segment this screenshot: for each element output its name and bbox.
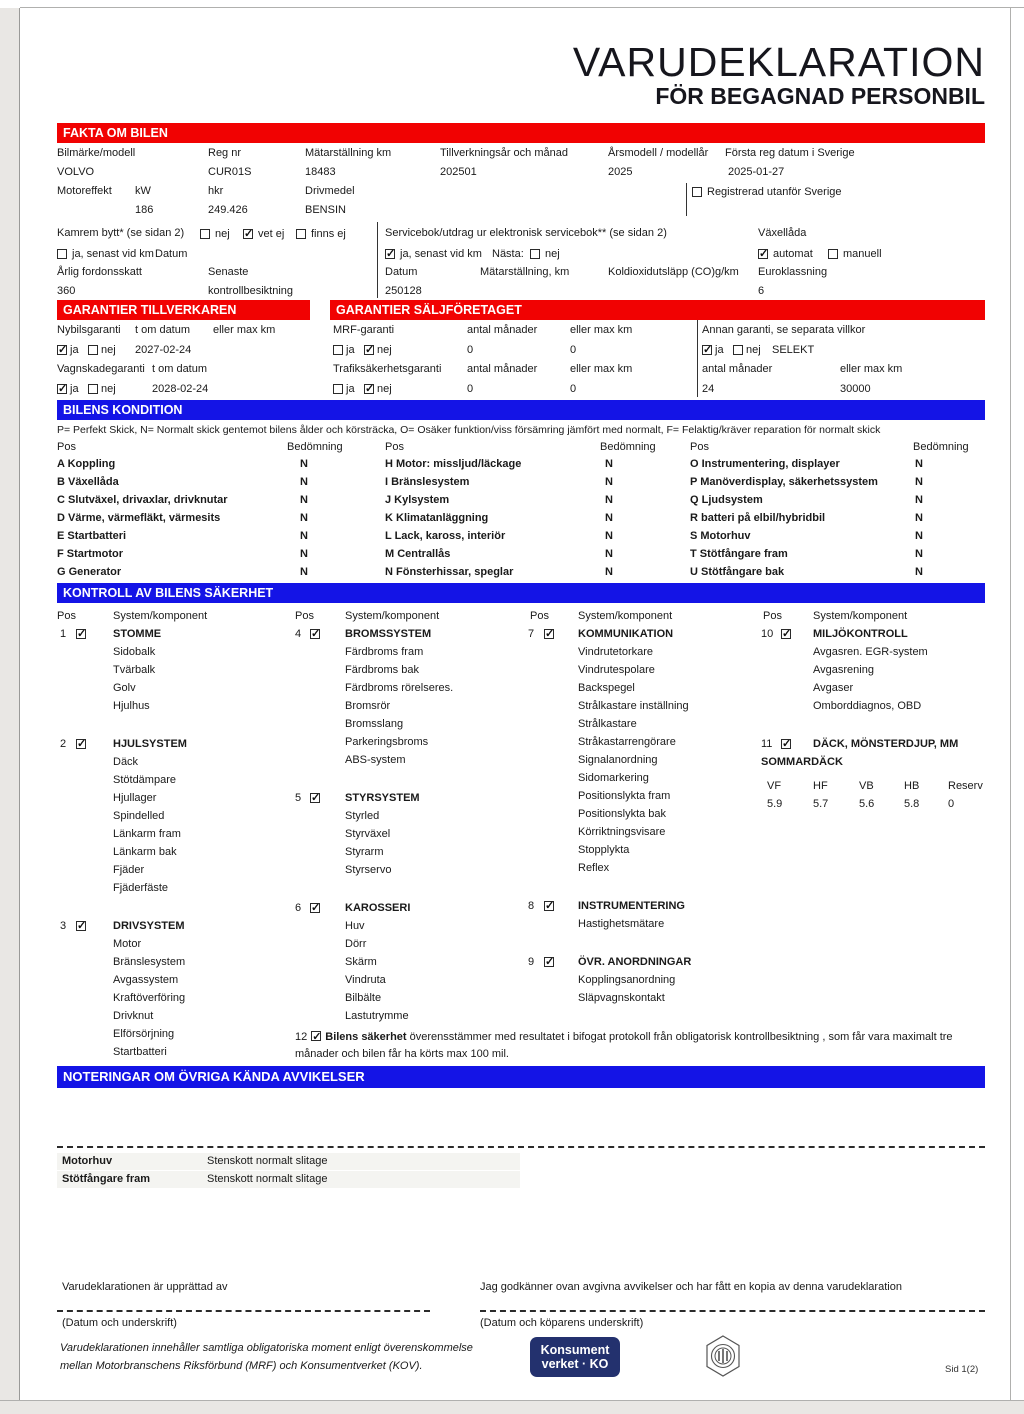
senaste-label-1: Senaste bbox=[208, 266, 249, 278]
konsumentverket-logo-line2: verket · KO bbox=[541, 1357, 609, 1371]
upprattad-label: Varudeklarationen är upprättad av bbox=[62, 1281, 228, 1293]
tyre-depth-value: 5.8 bbox=[904, 798, 920, 810]
safety-item: Styrarm bbox=[345, 846, 384, 858]
manuell-checkbox[interactable] bbox=[828, 249, 838, 259]
regnr-label: Reg nr bbox=[208, 147, 242, 159]
kondition-item-label: Q Ljudsystem bbox=[690, 494, 763, 506]
nybils-datum: 2027-02-24 bbox=[135, 344, 192, 356]
safety-checkbox[interactable] bbox=[76, 921, 86, 931]
safety-item: Huv bbox=[345, 920, 365, 932]
safety-item: Avgasren. EGR-system bbox=[813, 646, 928, 658]
signature-line-seller[interactable] bbox=[57, 1310, 430, 1312]
safety-item: Stötdämpare bbox=[113, 774, 176, 786]
tyre-col-header: HB bbox=[904, 780, 920, 792]
legal-text-line1: Varudeklarationen innehåller samtliga obligatoriska moment enligt överenskommelse bbox=[60, 1342, 473, 1354]
bilmarke-label: Bilmärke/modell bbox=[57, 147, 136, 159]
maxkm-label: eller max km bbox=[213, 324, 276, 336]
safety-item: Bilbälte bbox=[345, 992, 382, 1004]
trafik-antal-value: 0 bbox=[467, 383, 474, 395]
safety-checkbox[interactable] bbox=[310, 903, 320, 913]
pos-header: Pos bbox=[57, 610, 76, 622]
safety-item: Signalanordning bbox=[578, 754, 658, 766]
servicebok-label: Servicebok/utdrag ur elektronisk servicebok** (se sidan 2) bbox=[385, 227, 667, 239]
divider bbox=[377, 222, 378, 298]
vagnskade-nej-checkbox[interactable] bbox=[88, 384, 98, 394]
kamrem-finnsej-checkbox[interactable] bbox=[296, 229, 306, 239]
safety-pos-number: 12 bbox=[295, 1031, 308, 1043]
safety-item: Hastighetsmätare bbox=[578, 918, 665, 930]
notering-note: Stenskott normalt slitage bbox=[207, 1155, 328, 1167]
kondition-grade: N bbox=[300, 494, 308, 506]
tyre-col-header: HF bbox=[813, 780, 828, 792]
automat-checkbox[interactable] bbox=[758, 249, 768, 259]
kondition-item-label: A Koppling bbox=[57, 458, 116, 470]
kondition-grade: N bbox=[605, 512, 613, 524]
kondition-grade: N bbox=[605, 548, 613, 560]
safety-group-title: INSTRUMENTERING bbox=[578, 900, 685, 912]
safety-item: Kraftöverföring bbox=[113, 992, 186, 1004]
page-border-right bbox=[1010, 7, 1011, 1401]
kondition-grade: N bbox=[605, 530, 613, 542]
section-header-garanti-tillverkare: GARANTIER TILLVERKAREN bbox=[57, 300, 310, 320]
safety-item: Avgassystem bbox=[113, 974, 179, 986]
kondition-grade: N bbox=[915, 548, 923, 560]
kondition-item-label: G Generator bbox=[57, 566, 122, 578]
tyre-depth-value: 5.6 bbox=[859, 798, 875, 810]
tillverkningsar-value: 202501 bbox=[440, 166, 477, 178]
senaste-label-2: kontrollbesiktning bbox=[208, 285, 293, 297]
kamrem-vetej-checkbox[interactable] bbox=[243, 229, 253, 239]
section-header-garanti-salj: GARANTIER SÄLJFÖRETAGET bbox=[330, 300, 985, 320]
safety-group-title: KAROSSERI bbox=[345, 902, 411, 914]
vagnskade-datum: 2028-02-24 bbox=[152, 383, 209, 395]
kondition-item-label: M Centrallås bbox=[385, 548, 451, 560]
safety-group-title: DÄCK, MÖNSTERDJUP, MM bbox=[813, 738, 959, 750]
annan-antal-value: 24 bbox=[702, 383, 715, 395]
safety-checkbox[interactable] bbox=[76, 629, 86, 639]
pos-header: Pos bbox=[763, 610, 782, 622]
kamrem-ja-checkbox[interactable] bbox=[57, 249, 67, 259]
trafik-ja-checkbox[interactable] bbox=[333, 384, 343, 394]
safety-group-title: STYRSYSTEM bbox=[345, 792, 420, 804]
signature-line-buyer[interactable] bbox=[480, 1310, 985, 1312]
safety-item: Hjullager bbox=[113, 792, 157, 804]
sign-left-label: (Datum och underskrift) bbox=[62, 1317, 177, 1329]
safety-pos-number: 6 bbox=[295, 902, 302, 914]
kondition-item-label: T Stötfångare fram bbox=[690, 548, 788, 560]
bottom-gutter bbox=[0, 1401, 1024, 1414]
bedomning-header: Bedömning bbox=[287, 441, 343, 453]
service-ja-label: ja, senast vid km bbox=[400, 248, 482, 260]
safety-item: Avgasrening bbox=[813, 664, 874, 676]
nybils-ja-checkbox[interactable] bbox=[57, 345, 67, 355]
kondition-item-label: R batteri på elbil/hybridbil bbox=[690, 512, 826, 524]
page-number: Sid 1(2) bbox=[945, 1364, 979, 1375]
mrf-maxkm-value: 0 bbox=[570, 344, 577, 356]
tom2-label: t om datum bbox=[152, 363, 208, 375]
safety-item: Golv bbox=[113, 682, 136, 694]
kondition-grade: N bbox=[300, 476, 308, 488]
bedomning-header: Bedömning bbox=[913, 441, 969, 453]
safety-pos-number: 7 bbox=[528, 628, 535, 640]
kondition-grade: N bbox=[605, 476, 613, 488]
safety-checkbox[interactable] bbox=[781, 629, 791, 639]
nybils-nej-label: nej bbox=[101, 344, 116, 356]
safety-checkbox[interactable] bbox=[544, 901, 554, 911]
divider bbox=[686, 183, 687, 216]
trafik-antal-label: antal månader bbox=[467, 363, 538, 375]
annan-antal-label: antal månader bbox=[702, 363, 773, 375]
safety-group-title: STOMME bbox=[113, 628, 162, 640]
safety-item: Styrväxel bbox=[345, 828, 391, 840]
safety-item-12-text: överensstämmer med resultatet i bifogat protokoll från obligatorisk kontrollbesiktning , som får vara maximalt tre månader och bilen får ha körts max 100 mil. bbox=[295, 1031, 953, 1060]
safety-item: Färdbroms rörelseres. bbox=[345, 682, 454, 694]
kondition-grade: N bbox=[915, 512, 923, 524]
safety-item: Länkarm bak bbox=[113, 846, 177, 858]
safety-pos-number: 4 bbox=[295, 628, 302, 640]
kondition-grade: N bbox=[915, 530, 923, 542]
safety-item: Strålkastare inställning bbox=[578, 700, 689, 712]
divider bbox=[697, 320, 698, 397]
bedomning-header: Bedömning bbox=[600, 441, 656, 453]
mrf-nej-checkbox[interactable] bbox=[364, 345, 374, 355]
safety-group-subtitle: SOMMARDÄCK bbox=[761, 756, 843, 768]
regutanfor-label: Registrerad utanför Sverige bbox=[707, 186, 842, 198]
safety-item: Tvärbalk bbox=[113, 664, 156, 676]
safety-checkbox[interactable] bbox=[310, 793, 320, 803]
safety-group-title: HJULSYSTEM bbox=[113, 738, 187, 750]
komponent-header: System/komponent bbox=[578, 610, 673, 622]
euro-value: 6 bbox=[758, 285, 765, 297]
section-header-sakerhet: KONTROLL AV BILENS SÄKERHET bbox=[57, 583, 985, 603]
vagnskade-ja-label: ja bbox=[70, 383, 79, 395]
safety-item: Parkeringsbroms bbox=[345, 736, 429, 748]
godkanner-label: Jag godkänner ovan avgivna avvikelser och har fått en kopia av denna varudeklaration bbox=[480, 1281, 902, 1293]
trafik-maxkm-value: 0 bbox=[570, 383, 577, 395]
tillverkningsar-label: Tillverkningsår och månad bbox=[440, 147, 568, 159]
safety-pos-number: 9 bbox=[528, 956, 535, 968]
safety-item: Kopplingsanordning bbox=[578, 974, 676, 986]
kamrem-datum-label: Datum bbox=[155, 248, 188, 260]
tyre-depth-value: 0 bbox=[948, 798, 955, 810]
sign-right-label: (Datum och köparens underskrift) bbox=[480, 1317, 644, 1329]
safety-pos-number: 3 bbox=[60, 920, 67, 932]
skatt-label: Årlig fordonsskatt bbox=[57, 266, 142, 278]
legal-text-line2: mellan Motorbranschens Riksförbund (MRF) och Konsumentverket (KOV). bbox=[60, 1360, 423, 1372]
safety-item: Däck bbox=[113, 756, 139, 768]
mrf-logo bbox=[700, 1334, 746, 1383]
safety-item: Fjäder bbox=[113, 864, 145, 876]
kondition-item-label: S Motorhuv bbox=[690, 530, 751, 542]
tyre-depth-value: 5.7 bbox=[813, 798, 829, 810]
safety-item: Stråkastarrengörare bbox=[578, 736, 676, 748]
safety-pos-number: 1 bbox=[60, 628, 67, 640]
safety-item: Färdbroms fram bbox=[345, 646, 424, 658]
mrf-ja-label: ja bbox=[346, 344, 355, 356]
safety-group-title: BROMSSYSTEM bbox=[345, 628, 432, 640]
safety-item: Färdbroms bak bbox=[345, 664, 419, 676]
service-nej-label: nej bbox=[545, 248, 560, 260]
kamrem-label: Kamrem bytt* (se sidan 2) bbox=[57, 227, 185, 239]
kondition-grade: N bbox=[915, 458, 923, 470]
pos-header: Pos bbox=[295, 610, 314, 622]
notering-note: Stenskott normalt slitage bbox=[207, 1173, 328, 1185]
hkr-label: hkr bbox=[208, 185, 224, 197]
komponent-header: System/komponent bbox=[113, 610, 208, 622]
notering-part: Stötfångare fram bbox=[62, 1173, 151, 1185]
trafik-nej-checkbox[interactable] bbox=[364, 384, 374, 394]
bilmarke-value: VOLVO bbox=[57, 166, 95, 178]
kondition-item-label: K Klimatanläggning bbox=[385, 512, 489, 524]
drivmedel-value: BENSIN bbox=[305, 204, 346, 216]
safety-item: Styrservo bbox=[345, 864, 392, 876]
mrf-ja-checkbox[interactable] bbox=[333, 345, 343, 355]
annan-ja-checkbox[interactable] bbox=[702, 345, 712, 355]
matarkm-label: Mätarställning km bbox=[305, 147, 392, 159]
safety-item: Körriktningsvisare bbox=[578, 826, 666, 838]
kondition-grade: N bbox=[300, 512, 308, 524]
koldioxid-label: Koldioxidutsläpp (CO)g/km bbox=[608, 266, 739, 278]
safety-item: Avgaser bbox=[813, 682, 854, 694]
safety-item: Drivknut bbox=[113, 1010, 154, 1022]
mrf-nej-label: nej bbox=[377, 344, 392, 356]
safety-pos-number: 2 bbox=[60, 738, 67, 750]
kamrem-finnsej-label: finns ej bbox=[311, 228, 346, 240]
safety-group-title: DRIVSYSTEM bbox=[113, 920, 185, 932]
kondition-item-label: E Startbatteri bbox=[57, 530, 127, 542]
kamrem-vetej-label: vet ej bbox=[258, 228, 285, 240]
vagnskade-nej-label: nej bbox=[101, 383, 116, 395]
safety-item: Sidomarkering bbox=[578, 772, 649, 784]
regutanfor-checkbox[interactable] bbox=[692, 187, 702, 197]
page-border-top bbox=[20, 7, 1024, 8]
safety-item: Lastutrymme bbox=[345, 1010, 409, 1022]
annan-nej-checkbox[interactable] bbox=[733, 345, 743, 355]
kamrem-nej-label: nej bbox=[215, 228, 230, 240]
skatt-value: 360 bbox=[57, 285, 76, 297]
kondition-legend: P= Perfekt Skick, N= Normalt skick gentemot bilens ålder och körsträcka, O= Osäker funktion/viss försämring jämfört med normalt, F= Felaktig/kräver reparation för normalt skick bbox=[57, 424, 881, 436]
safety-item: Fjäderfäste bbox=[113, 882, 169, 894]
safety-item: Bromsrör bbox=[345, 700, 391, 712]
safety-item: Vindruta bbox=[345, 974, 386, 986]
konsumentverket-logo-line1: Konsument bbox=[540, 1343, 610, 1357]
manuell-label: manuell bbox=[843, 248, 882, 260]
komponent-header: System/komponent bbox=[345, 610, 440, 622]
service-ja-checkbox[interactable] bbox=[385, 249, 395, 259]
trafik-label: Trafiksäkerhetsgaranti bbox=[333, 363, 442, 375]
kondition-item-label: U Stötfångare bak bbox=[690, 566, 785, 578]
kondition-item-label: I Bränslesystem bbox=[385, 476, 470, 488]
safety-item: Positionslykta bak bbox=[578, 808, 667, 820]
safety-item: ABS-system bbox=[345, 754, 406, 766]
safety-group-title: MILJÖKONTROLL bbox=[813, 628, 908, 640]
kamrem-ja-label: ja, senast vid km bbox=[72, 248, 154, 260]
safety-checkbox[interactable] bbox=[781, 739, 791, 749]
service-nej-checkbox[interactable] bbox=[530, 249, 540, 259]
datum-value: 250128 bbox=[385, 285, 422, 297]
kondition-grade: N bbox=[915, 494, 923, 506]
annan-ja-label: ja bbox=[715, 344, 724, 356]
vagnskade-label: Vagnskadegaranti bbox=[57, 363, 145, 375]
safety-item: Styrled bbox=[345, 810, 380, 822]
kondition-item-label: D Värme, värmefläkt, värmesits bbox=[57, 512, 221, 524]
kondition-item-label: B Växellåda bbox=[57, 476, 119, 488]
kondition-grade: N bbox=[300, 458, 308, 470]
safety-item: Dörr bbox=[345, 938, 367, 950]
annan-maxkm-label: eller max km bbox=[840, 363, 903, 375]
safety-item: Positionslykta fram bbox=[578, 790, 671, 802]
kondition-item-label: F Startmotor bbox=[57, 548, 123, 560]
trafik-nej-label: nej bbox=[377, 383, 392, 395]
safety-group-title: ÖVR. ANORDNINGAR bbox=[578, 956, 692, 968]
nasta-label: Nästa: bbox=[492, 248, 524, 260]
euro-label: Euroklassning bbox=[758, 266, 828, 278]
safety-item: Vindrutetorkare bbox=[578, 646, 654, 658]
kondition-item-label: H Motor: missljud/läckage bbox=[385, 458, 522, 470]
safety-pos-number: 5 bbox=[295, 792, 302, 804]
kondition-item-label: O Instrumentering, displayer bbox=[690, 458, 840, 470]
vagnskade-ja-checkbox[interactable] bbox=[57, 384, 67, 394]
mrf-maxkm-label: eller max km bbox=[570, 324, 633, 336]
safety-item: Backspegel bbox=[578, 682, 635, 694]
komponent-header: System/komponent bbox=[813, 610, 908, 622]
kondition-item-label: C Slutväxel, drivaxlar, drivknutar bbox=[57, 494, 228, 506]
matarkm-value: 18483 bbox=[305, 166, 336, 178]
section-header-noteringar: NOTERINGAR OM ÖVRIGA KÄNDA AVVIKELSER bbox=[57, 1066, 985, 1088]
nybils-nej-checkbox[interactable] bbox=[88, 345, 98, 355]
kw-label: kW bbox=[135, 185, 151, 197]
kondition-item-label: P Manöverdisplay, säkerhetssystem bbox=[690, 476, 878, 488]
pos-header: Pos bbox=[385, 441, 404, 453]
kondition-grade: N bbox=[300, 566, 308, 578]
kondition-grade: N bbox=[915, 476, 923, 488]
annan-maxkm-value: 30000 bbox=[840, 383, 871, 395]
kondition-item-label: J Kylsystem bbox=[385, 494, 450, 506]
safety-item: Sidobalk bbox=[113, 646, 156, 658]
notering-part: Motorhuv bbox=[62, 1155, 113, 1167]
divider-dashed bbox=[57, 1146, 985, 1148]
safety-pos-number: 11 bbox=[761, 738, 773, 750]
safety-item: Elförsörjning bbox=[113, 1028, 175, 1040]
nybils-label: Nybilsgaranti bbox=[57, 324, 121, 336]
kondition-grade: N bbox=[605, 458, 613, 470]
annan-nej-label: nej bbox=[746, 344, 761, 356]
safety-item: Startbatteri bbox=[113, 1046, 167, 1058]
kw-value: 186 bbox=[135, 204, 154, 216]
safety-item: Bränslesystem bbox=[113, 956, 186, 968]
kamrem-nej-checkbox[interactable] bbox=[200, 229, 210, 239]
safety-group-title: KOMMUNIKATION bbox=[578, 628, 674, 640]
tyre-col-header: VB bbox=[859, 780, 874, 792]
section-header-kondition: BILENS KONDITION bbox=[57, 400, 985, 420]
pos-header: Pos bbox=[57, 441, 76, 453]
safety-item: Bromsslang bbox=[345, 718, 404, 730]
mrf-label: MRF-garanti bbox=[333, 324, 395, 336]
regnr-value: CUR01S bbox=[208, 166, 252, 178]
safety-checkbox[interactable] bbox=[310, 629, 320, 639]
safety-pos-number: 10 bbox=[761, 628, 774, 640]
safety-item: Motor bbox=[113, 938, 142, 950]
annan-garanti-label: Annan garanti, se separata villkor bbox=[702, 324, 866, 336]
tyre-depth-value: 5.9 bbox=[767, 798, 783, 810]
arsmodell-value: 2025 bbox=[608, 166, 633, 178]
safety-checkbox[interactable] bbox=[311, 1031, 321, 1041]
drivmedel-label: Drivmedel bbox=[305, 185, 355, 197]
vaxellada-label: Växellåda bbox=[758, 227, 807, 239]
safety-item-12-bold: Bilens säkerhet bbox=[325, 1031, 407, 1043]
kondition-item-label: N Fönsterhissar, speglar bbox=[385, 566, 514, 578]
left-gutter bbox=[0, 8, 20, 1400]
motoreffekt-label: Motoreffekt bbox=[57, 185, 112, 197]
trafik-ja-label: ja bbox=[346, 383, 355, 395]
konsumentverket-logo bbox=[530, 1337, 620, 1377]
kondition-grade: N bbox=[300, 530, 308, 542]
kondition-grade: N bbox=[300, 548, 308, 560]
page-title: VARUDEKLARATION bbox=[572, 39, 985, 85]
safety-item: Skärm bbox=[345, 956, 377, 968]
nybils-ja-label: ja bbox=[70, 344, 79, 356]
safety-item: Hjulhus bbox=[113, 700, 150, 712]
pos-header: Pos bbox=[690, 441, 709, 453]
safety-item: Länkarm fram bbox=[113, 828, 181, 840]
safety-item: Reflex bbox=[578, 862, 610, 874]
forstareg-label: Första reg datum i Sverige bbox=[725, 147, 855, 159]
automat-label: automat bbox=[773, 248, 813, 260]
kondition-grade: N bbox=[605, 494, 613, 506]
safety-pos-number: 8 bbox=[528, 900, 535, 912]
trafik-maxkm-label: eller max km bbox=[570, 363, 633, 375]
kondition-grade: N bbox=[605, 566, 613, 578]
safety-item-12 bbox=[295, 1029, 987, 1063]
safety-checkbox[interactable] bbox=[544, 629, 554, 639]
arsmodell-label: Årsmodell / modellår bbox=[608, 147, 709, 159]
forstareg-value: 2025-01-27 bbox=[728, 166, 785, 178]
annan-namn-value: SELEKT bbox=[772, 344, 815, 356]
kondition-grade: N bbox=[915, 566, 923, 578]
safety-item: Strålkastare bbox=[578, 718, 637, 730]
datum-label: Datum bbox=[385, 266, 418, 278]
safety-item: Släpvagnskontakt bbox=[578, 992, 665, 1004]
page-subtitle: FÖR BEGAGNAD PERSONBIL bbox=[655, 83, 985, 109]
hkr-value: 249.426 bbox=[208, 204, 248, 216]
safety-item: Spindelled bbox=[113, 810, 165, 822]
matarkm2-label: Mätarställning, km bbox=[480, 266, 570, 278]
mrf-antal-label: antal månader bbox=[467, 324, 538, 336]
tyre-col-header: VF bbox=[767, 780, 782, 792]
safety-checkbox[interactable] bbox=[76, 739, 86, 749]
tyre-col-header: Reserv bbox=[948, 780, 983, 792]
mrf-antal-value: 0 bbox=[467, 344, 474, 356]
kondition-item-label: L Lack, kaross, interiör bbox=[385, 530, 506, 542]
section-header-fakta: FAKTA OM BILEN bbox=[57, 123, 985, 143]
safety-item: Vindrutespolare bbox=[578, 664, 655, 676]
safety-item: Omborddiagnos, OBD bbox=[813, 700, 922, 712]
tom-label: t om datum bbox=[135, 324, 191, 336]
safety-checkbox[interactable] bbox=[544, 957, 554, 967]
pos-header: Pos bbox=[530, 610, 549, 622]
safety-item: Stopplykta bbox=[578, 844, 630, 856]
